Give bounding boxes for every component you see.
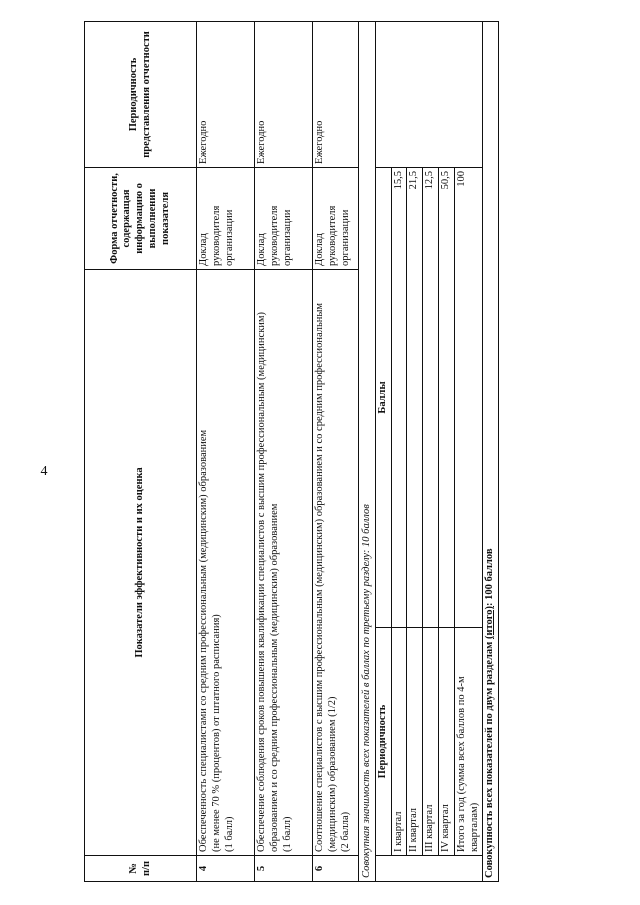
score-row	[454, 21, 483, 881]
score-blank	[407, 21, 423, 167]
score-label: I квартал	[391, 628, 407, 856]
score-row	[423, 21, 439, 881]
section-total-row	[359, 21, 376, 881]
score-blank	[423, 21, 439, 167]
score-label: IV квартал	[438, 628, 454, 856]
score-value: 15,5	[391, 167, 407, 627]
table-row	[197, 21, 255, 881]
scores-header-row	[375, 21, 391, 881]
page-number: 4	[40, 464, 48, 479]
score-value: 50,5	[438, 167, 454, 627]
header-indicator: Показатели эффективности и их оценка	[85, 269, 197, 855]
score-value: 12,5	[423, 167, 439, 627]
indicators-table	[84, 21, 499, 882]
row-indicator: Обеспечение соблюдения сроков повышения квалификации специалистов с высшим профессиональным (медицинским) образованием и со средним профессиональным (медицинским) образованием (1 балл)	[255, 269, 313, 855]
row-number: 5	[255, 856, 313, 882]
score-row	[391, 21, 407, 881]
row-periodicity: Ежегодно	[313, 21, 359, 167]
score-label: II квартал	[407, 628, 423, 856]
table-header-row	[85, 21, 197, 881]
scores-left-blank	[375, 856, 391, 882]
row-indicator: Обеспеченность специалистами со средним профессиональным (медицинским) образованием (не менее 70 % (процентов) от штатного расписания) (1 балл)	[197, 269, 255, 855]
score-blank	[407, 856, 423, 882]
score-blank	[454, 21, 483, 167]
score-blank	[454, 856, 483, 882]
row-number: 6	[313, 856, 359, 882]
scores-points-header: Баллы	[375, 167, 391, 627]
scores-right-blank	[375, 21, 391, 167]
row-report-form: Доклад руководителя организации	[313, 167, 359, 269]
row-periodicity: Ежегодно	[197, 21, 255, 167]
table-row	[255, 21, 313, 881]
final-total-row	[483, 21, 499, 881]
row-report-form: Доклад руководителя организации	[197, 167, 255, 269]
scores-period-header: Периодичность	[375, 628, 391, 856]
score-blank	[438, 856, 454, 882]
score-blank	[438, 21, 454, 167]
header-periodicity: Периодичность представления отчетности	[85, 21, 197, 167]
rotated-table-wrapper	[84, 22, 496, 882]
score-label: III квартал	[423, 628, 439, 856]
score-label: Итого за год (сумма всех баллов по 4-м кварталам)	[454, 628, 483, 856]
score-blank	[423, 856, 439, 882]
section-total: Совокупная значимость всех показателей в баллах по третьему разделу: 10 баллов	[359, 21, 376, 881]
score-blank	[391, 21, 407, 167]
final-total-suffix: : 100 баллов	[484, 548, 496, 606]
row-indicator: Соотношение специалистов с высшим профессиональным (медицинским) образованием и со средним профессиональным (медицинским) образованием (1/2) (2 балла)	[313, 269, 359, 855]
header-num: № п/п	[85, 856, 197, 882]
row-periodicity: Ежегодно	[255, 21, 313, 167]
row-number: 4	[197, 856, 255, 882]
score-row	[438, 21, 454, 881]
score-value: 21,5	[407, 167, 423, 627]
score-row	[407, 21, 423, 881]
final-total	[483, 21, 499, 881]
score-value: 100	[454, 167, 483, 627]
score-blank	[391, 856, 407, 882]
row-report-form: Доклад руководителя организации	[255, 167, 313, 269]
table-row	[313, 21, 359, 881]
final-total-underlined: (итого)	[484, 605, 496, 640]
final-total-prefix: Совокупность всех показателей по двум разделам	[484, 639, 496, 878]
header-report-form: Форма отчетности, содержащая информацию о выполнении показателя	[85, 167, 197, 269]
